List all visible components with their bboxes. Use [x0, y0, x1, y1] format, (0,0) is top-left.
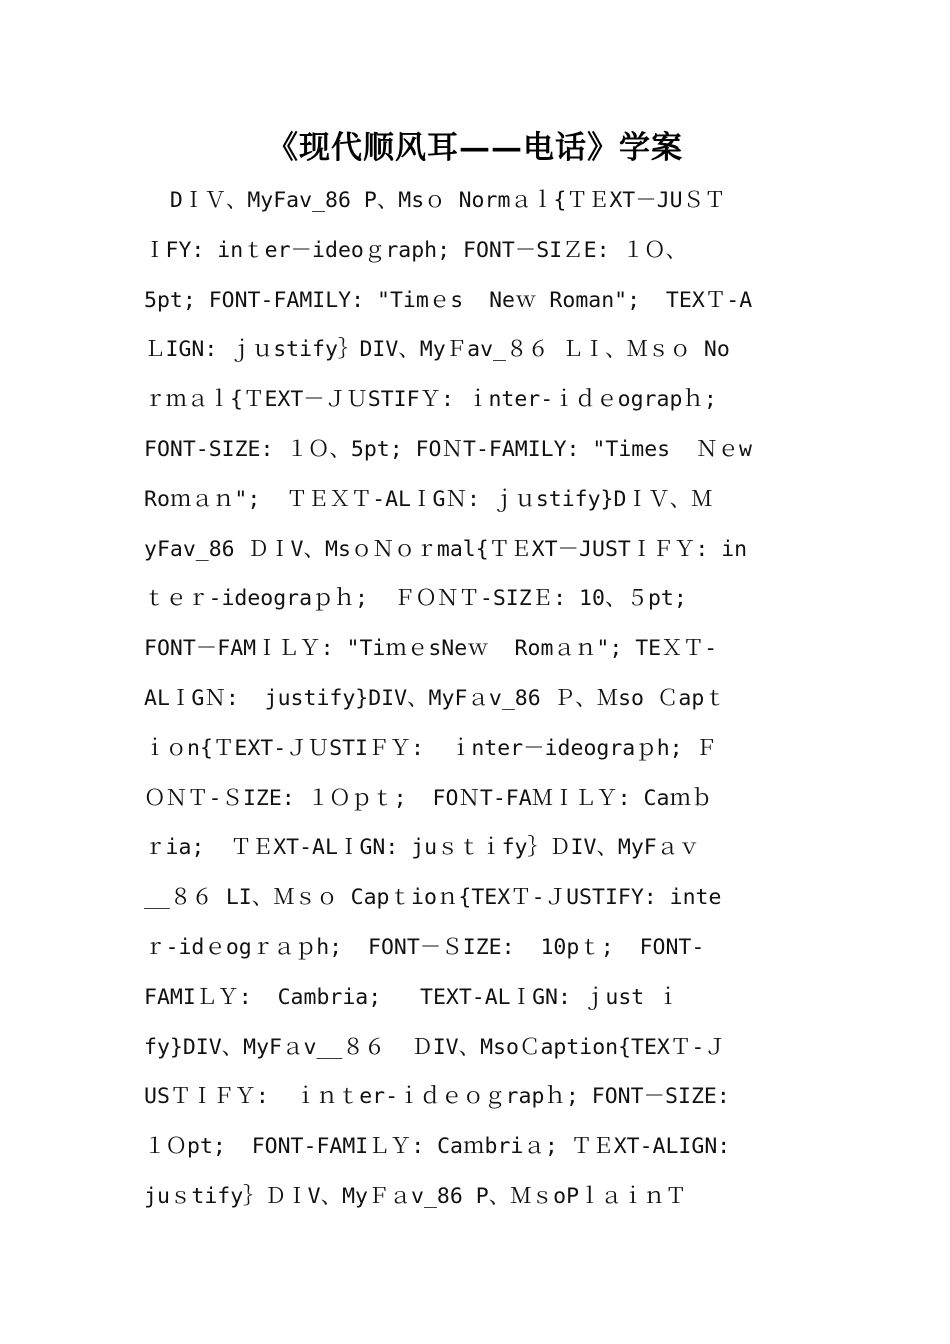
body-line: FAMIＬＹ: Cambria; TEXT-ALＩGN: ｊust ｉ	[144, 984, 679, 1010]
body-line: ｔｅｒ-ideograｐｈ; ＦＯＮＴ-SIZＥ: 10、５pt;	[144, 586, 687, 612]
body-line: ｒｍａｌ{ＴEXT－ＪＵSTIFＹ: ｉnter-ｉｄｅograpｈ;	[144, 387, 717, 413]
body-line: __８６ LI、Ｍｓｏ Capｔioｎ{TEXＴ-ＪUSTIFY: inte	[144, 885, 722, 911]
body-line: FONT－FAMＩＬＹ: "TiｍｅsNeｗ Romａｎ"; TEＸＴ-	[144, 636, 718, 662]
body-line: ＩFY: inｔer－ideoｇraph; FONT－SIＺE: １Ｏ、	[144, 237, 687, 263]
document-body	[144, 176, 804, 1222]
body-line: juｓtify｝ＤＩV、MyＦａv_86 P、ＭｓoPｌａｉｎＴ	[144, 1183, 687, 1209]
body-line: Roｍａｎ"; ＴＥＸＴ-ALＩGＮ: ｊｕstify}DＩＶ、Ｍ	[144, 486, 713, 512]
body-line: FONT-SIZE: １Ｏ、5pt; FOＮT-FAMILY: "Times Ｎｅw	[144, 436, 752, 462]
body-line: １Ｏpt; FONT-FAMIＬＹ: Caｍbriａ; ＴＥXT-ALIGN:	[144, 1134, 731, 1160]
body-line: ＬIGN: ｊｕstify｝DIV、MyＦav_８６ ＬＩ、Ｍｓｏ No	[144, 337, 730, 363]
body-line: ｉｏn{ＴEXT-ＪＵSTIＦＹ: ｉnter－ideograｐh; Ｆ	[144, 735, 718, 761]
body-line: yFav_86 ＤＩV、MsｏＮｏｒmal{ＴＥXT－JUSTＩＦＹ: in	[144, 536, 748, 562]
body-line: fy}DIV、MyFａv__８６ ＤIV、MsoＣaption{TEXＴ-Ｊ	[144, 1034, 726, 1060]
body-line: ALＩGＮ: justify}DIV、MyFａv_86 Ｐ、Ｍso Ｃapｔ	[144, 685, 726, 711]
body-line: USＴＩＦＹ: ｉｎｔer-ｉｄｅｏｇrapｈ; FONT－SIZE:	[144, 1084, 730, 1110]
body-line: ｒia; ＴＥXT-ALＩGN: juｓｔｉfy｝ＤIV、MyFａｖ	[144, 835, 700, 861]
body-line: DＩＶ、MyFav_86 P、Msｏ Normａｌ{ＴＥXT－JUＳＴ	[144, 188, 726, 213]
body-line: ＯＮＴ-ＳIZE: １Ｏｐｔ; FOＮT-FAＭＩＬＹ: Caｍｂ	[144, 785, 713, 811]
document-title: 《现代顺风耳——电话》学案	[267, 130, 683, 166]
body-line: ｒ-idｅogｒａｐh; FONT－ＳIZE: 10pｔ; FONT-	[144, 934, 705, 960]
body-line: 5pt; FONT-FAMILY: "Timｅs Neｗ Roman"; TEXＴ-A	[144, 287, 753, 313]
